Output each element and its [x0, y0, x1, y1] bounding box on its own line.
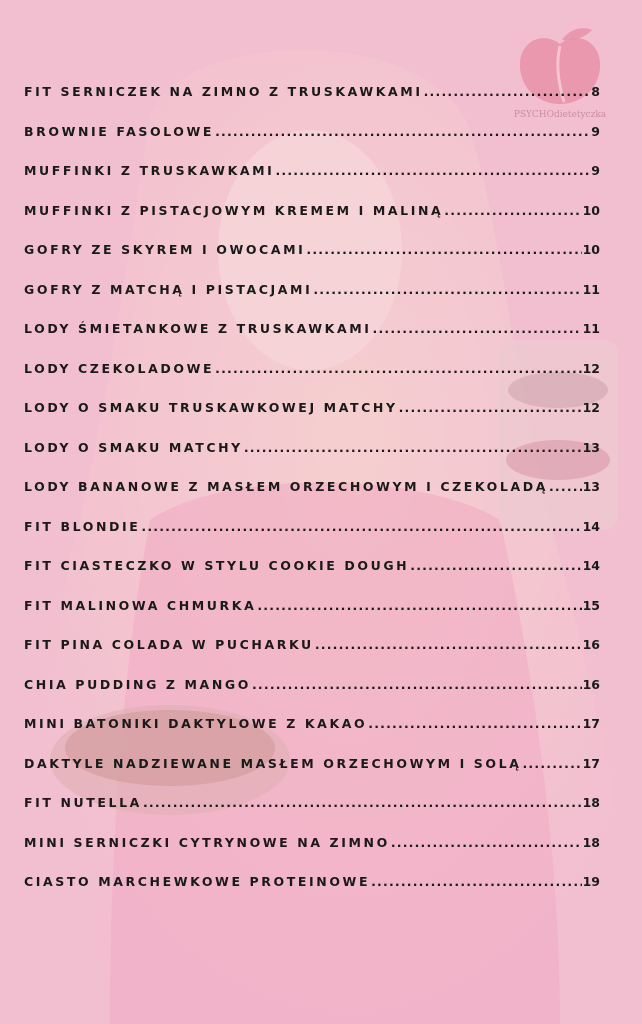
toc-entry-page-number: 17	[582, 755, 600, 771]
toc-entry-title: GOFRY Z MATCHĄ I PISTACJAMI	[24, 281, 313, 297]
toc-entry[interactable]	[24, 479, 614, 519]
toc-dot-leader	[313, 282, 581, 297]
logo-text: PSYCHOdietetyczka	[513, 110, 607, 120]
toc-entry-page-number: 9	[591, 163, 600, 178]
toc-entry-title: MUFFINKI Z PISTACJOWYM KREMEM I MALINĄ	[24, 202, 444, 218]
toc-dot-leader	[371, 874, 582, 889]
toc-entry-page-number: 10	[582, 242, 600, 257]
toc-entry-page-number: 13	[582, 479, 600, 494]
toc-dot-leader	[215, 361, 581, 376]
toc-entry[interactable]	[24, 203, 614, 243]
toc-entry-page-number: 9	[591, 123, 600, 139]
toc-entry-title: LODY BANANOWE Z MASŁEM ORZECHOWYM I CZEKOLADĄ	[24, 479, 548, 494]
toc-entry-page-number: 8	[591, 84, 600, 99]
toc-entry[interactable]	[24, 756, 614, 796]
toc-entry-title: FIT CIASTECZKO W STYLU COOKIE DOUGH	[24, 558, 410, 573]
toc-entry[interactable]	[24, 637, 614, 677]
toc-entry-page-number: 18	[582, 795, 600, 810]
toc-entry[interactable]	[24, 716, 614, 756]
toc-dot-leader	[399, 400, 582, 415]
toc-entry-page-number: 16	[582, 676, 600, 692]
toc-entry-title: FIT BLONDIE	[24, 518, 141, 534]
toc-entry[interactable]	[24, 242, 614, 282]
toc-entry-title: MUFFINKI Z TRUSKAWKAMI	[24, 163, 275, 178]
toc-entry[interactable]	[24, 321, 614, 361]
toc-entry-title: LODY ŚMIETANKOWE Z TRUSKAWKAMI	[24, 321, 372, 336]
toc-list	[24, 84, 614, 914]
toc-entry-page-number: 14	[582, 558, 600, 573]
toc-entry-title: LODY CZEKOLADOWE	[24, 360, 215, 376]
toc-dot-leader	[306, 242, 581, 257]
toc-entry-page-number: 16	[582, 637, 600, 652]
toc-entry-page-number: 18	[582, 834, 600, 850]
toc-entry-page-number: 11	[582, 281, 600, 297]
toc-entry-title: LODY O SMAKU TRUSKAWKOWEJ MATCHY	[24, 400, 398, 415]
toc-dot-leader	[143, 795, 582, 810]
toc-entry[interactable]	[24, 400, 614, 440]
toc-dot-leader	[444, 203, 581, 218]
toc-dot-leader	[275, 163, 590, 178]
toc-dot-leader	[424, 84, 591, 99]
toc-entry-page-number: 11	[582, 321, 600, 336]
toc-entry[interactable]	[24, 361, 614, 401]
toc-entry-title: LODY O SMAKU MATCHY	[24, 439, 243, 455]
toc-dot-leader	[141, 519, 581, 534]
toc-entry-page-number: 12	[582, 400, 600, 415]
toc-entry[interactable]	[24, 677, 614, 717]
toc-entry[interactable]	[24, 795, 614, 835]
toc-dot-leader	[244, 440, 582, 455]
toc-entry[interactable]	[24, 598, 614, 638]
toc-entry-page-number: 10	[582, 202, 600, 218]
toc-dot-leader	[410, 558, 581, 573]
toc-entry-title: FIT MALINOWA CHMURKA	[24, 597, 257, 613]
toc-entry[interactable]	[24, 835, 614, 875]
toc-dot-leader	[215, 124, 590, 139]
toc-entry[interactable]	[24, 124, 614, 164]
toc-entry-title: FIT SERNICZEK NA ZIMNO Z TRUSKAWKAMI	[24, 84, 423, 99]
toc-dot-leader	[257, 598, 581, 613]
toc-entry[interactable]	[24, 282, 614, 322]
toc-dot-leader	[549, 479, 582, 494]
toc-dot-leader	[522, 756, 581, 771]
toc-entry[interactable]	[24, 440, 614, 480]
toc-entry-page-number: 14	[582, 518, 600, 534]
toc-entry-page-number: 17	[582, 716, 600, 731]
toc-dot-leader	[391, 835, 582, 850]
toc-dot-leader	[373, 321, 582, 336]
toc-entry-page-number: 13	[582, 439, 600, 455]
toc-entry[interactable]	[24, 84, 614, 124]
toc-entry-title: MINI SERNICZKI CYTRYNOWE NA ZIMNO	[24, 834, 390, 850]
toc-entry[interactable]	[24, 519, 614, 559]
toc-entry-title: MINI BATONIKI DAKTYLOWE Z KAKAO	[24, 716, 368, 731]
toc-dot-leader	[315, 637, 582, 652]
toc-entry[interactable]	[24, 163, 614, 203]
toc-dot-leader	[252, 677, 582, 692]
toc-entry-page-number: 19	[582, 874, 600, 889]
toc-entry[interactable]	[24, 874, 614, 914]
toc-entry-title: DAKTYLE NADZIEWANE MASŁEM ORZECHOWYM I SOLĄ	[24, 755, 522, 771]
toc-entry-title: GOFRY ZE SKYREM I OWOCAMI	[24, 242, 306, 257]
toc-dot-leader	[368, 716, 581, 731]
toc-entry-title: FIT PINA COLADA W PUCHARKU	[24, 637, 314, 652]
toc-entry-page-number: 15	[582, 597, 600, 613]
toc-entry-page-number: 12	[582, 360, 600, 376]
toc-entry-title: BROWNIE FASOLOWE	[24, 123, 215, 139]
toc-entry-title: CHIA PUDDING Z MANGO	[24, 676, 251, 692]
toc-entry[interactable]	[24, 558, 614, 598]
toc-entry-title: CIASTO MARCHEWKOWE PROTEINOWE	[24, 874, 371, 889]
toc-entry-title: FIT NUTELLA	[24, 795, 142, 810]
